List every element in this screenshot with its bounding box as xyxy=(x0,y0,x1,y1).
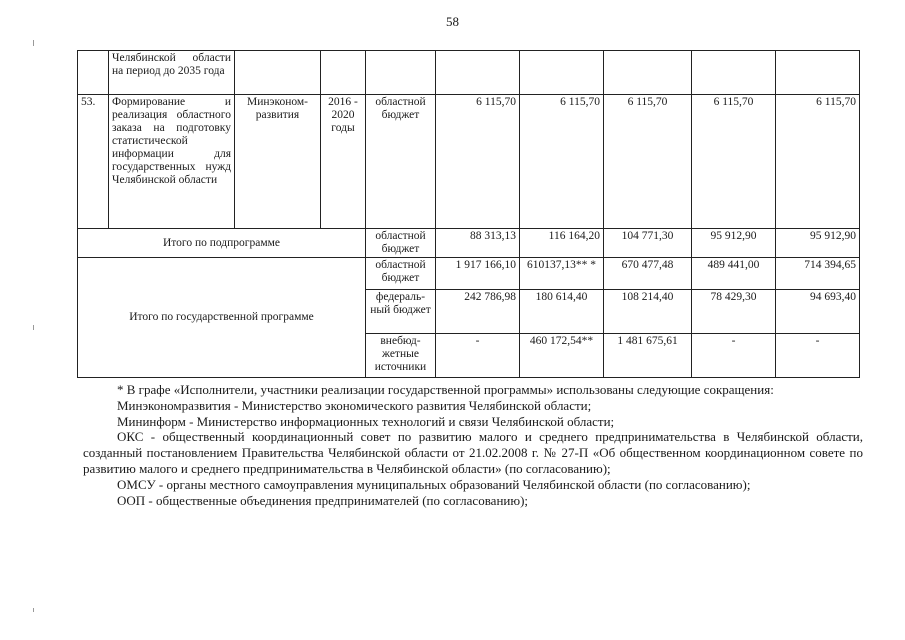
cell-amount: 95 912,90 xyxy=(776,229,860,258)
cell-amount: - xyxy=(776,334,860,378)
cell-amount: - xyxy=(436,334,520,378)
scan-margin-mark xyxy=(33,608,34,612)
scan-margin-mark xyxy=(33,40,34,46)
footnotes xyxy=(83,382,863,508)
table-row-continuation xyxy=(78,51,860,95)
footnote-item: Мининформ - Министерство информационных технологий и связи Челябинской области; xyxy=(117,413,615,429)
cell-activity-name: Формирование и реализация областного заказа на подготовку статистической информации для государственных нужд Челябинской области xyxy=(109,95,235,229)
cell-amount: 670 477,48 xyxy=(604,258,692,290)
page-number: 58 xyxy=(446,14,459,29)
cell-empty xyxy=(692,51,776,95)
cell-funding-source: областной бюджет xyxy=(366,95,436,229)
cell-amount: 94 693,40 xyxy=(776,290,860,334)
footnote-item: Минэкономразвития - Министерство экономического развития Челябинской области; xyxy=(117,397,592,413)
cell-amount: 6 115,70 xyxy=(776,95,860,229)
cell-amount: 6 115,70 xyxy=(604,95,692,229)
cell-amount: 104 771,30 xyxy=(604,229,692,258)
cell-amount: 6 115,70 xyxy=(436,95,520,229)
cell-amount: 714 394,65 xyxy=(776,258,860,290)
cell-funding-source: областной бюджет xyxy=(366,258,436,290)
table-row-program-total-regional xyxy=(78,258,860,290)
cell-empty xyxy=(776,51,860,95)
cell-funding-source: федераль-ный бюджет xyxy=(366,290,436,334)
footnote-intro: * В графе «Исполнители, участники реализации государственной программы» использованы следующие сокращения: xyxy=(117,382,774,397)
cell-amount: 1 917 166,10 xyxy=(436,258,520,290)
program-table xyxy=(77,50,860,378)
cell-amount: 6 115,70 xyxy=(520,95,604,229)
cell-program-total-label: Итого по государственной программе xyxy=(78,258,366,378)
cell-amount: 489 441,00 xyxy=(692,258,776,290)
cell-amount: 88 313,13 xyxy=(436,229,520,258)
cell-empty xyxy=(235,51,321,95)
footnote-item: ООП - общественные объединения предпринимателей (по согласованию); xyxy=(117,492,529,508)
cell-amount: - xyxy=(692,334,776,378)
cell-empty xyxy=(520,51,604,95)
cell-funding-source: внебюд-жетные источники xyxy=(366,334,436,378)
cell-name-continuation: Челябинской области на период до 2035 года xyxy=(109,51,235,95)
cell-amount: 460 172,54** xyxy=(520,334,604,378)
cell-empty xyxy=(366,51,436,95)
cell-amount: 95 912,90 xyxy=(692,229,776,258)
cell-row-number: 53. xyxy=(78,95,109,229)
cell-empty xyxy=(604,51,692,95)
cell-funding-source: областной бюджет xyxy=(366,229,436,258)
footnote-item: ОКС - общественный координационный совет по развитию малого и среднего предпринимательства в Челябинской области, созданный постановлением Правительства Челябинской области от 21.02.2008 г. № 27-П «Об общественном координационном совете по развитию малого и среднего предпринимательства в Челябинской области» (по согласованию); xyxy=(83,429,863,476)
footnote-item: ОМСУ - органы местного самоуправления муниципальных образований Челябинской области (по согласованию); xyxy=(117,476,751,492)
cell-empty xyxy=(78,51,109,95)
table-row-53 xyxy=(78,95,860,229)
cell-empty xyxy=(436,51,520,95)
cell-amount: 610137,13** * xyxy=(520,258,604,290)
cell-amount: 108 214,40 xyxy=(604,290,692,334)
cell-period: 2016 - 2020 годы xyxy=(321,95,366,229)
cell-amount: 116 164,20 xyxy=(520,229,604,258)
cell-amount: 1 481 675,61 xyxy=(604,334,692,378)
cell-subprogram-total-label: Итого по подпрограмме xyxy=(78,229,366,258)
cell-amount: 6 115,70 xyxy=(692,95,776,229)
scan-margin-mark xyxy=(33,325,34,330)
table-row-subprogram-total xyxy=(78,229,860,258)
cell-executor: Минэконом-развития xyxy=(235,95,321,229)
cell-empty xyxy=(321,51,366,95)
cell-amount: 180 614,40 xyxy=(520,290,604,334)
cell-amount: 78 429,30 xyxy=(692,290,776,334)
cell-amount: 242 786,98 xyxy=(436,290,520,334)
